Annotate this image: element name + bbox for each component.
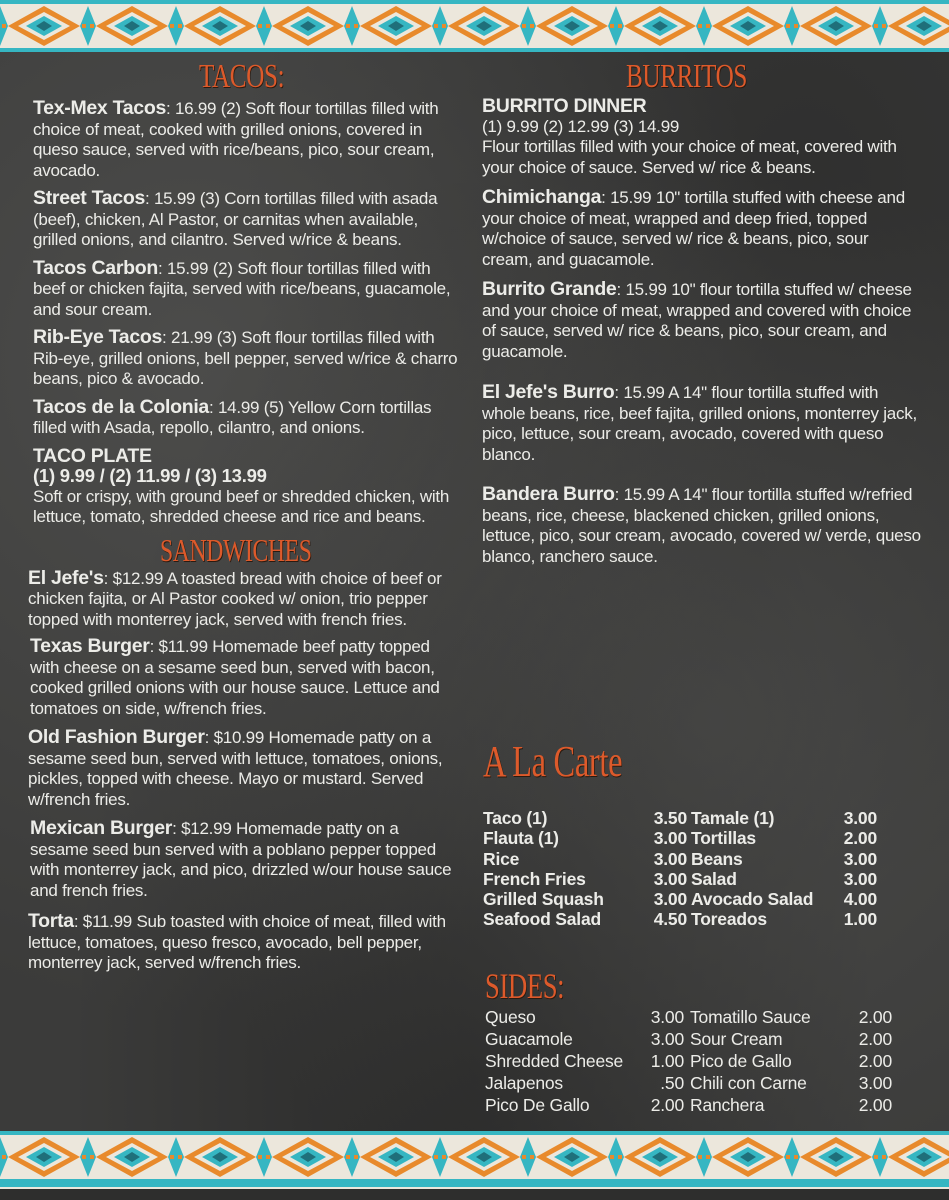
tacos-heading: TACOS: — [199, 58, 285, 95]
side-item-price: 3.00 — [858, 1073, 892, 1093]
alc-item-name: Seafood Salad — [483, 909, 601, 930]
alc-item-name: Tamale (1) — [691, 808, 775, 828]
alc-item-price: 3.00 — [843, 868, 877, 889]
menu-item-burrito-grande: Burrito Grande: 15.99 10" flour tortilla stuffed w/ cheese and your choice of meat, wrapped and covered with choice of sauce, served w/ rice & beans, pico, sour cream, and guacamole. — [482, 278, 912, 361]
alc-item-name: Toreados — [691, 909, 767, 930]
side-item-price: 2.00 — [858, 1029, 892, 1049]
side-item-price: 3.00 — [650, 1029, 684, 1049]
alc-item-price: 4.00 — [843, 889, 877, 910]
alc-item-name: Avocado Salad — [691, 889, 814, 910]
side-item-price: 1.00 — [650, 1051, 684, 1071]
side-item-name: Ranchera — [690, 1095, 765, 1115]
side-item-price: 2.00 — [650, 1095, 684, 1115]
a-la-carte-heading: A La Carte — [483, 737, 623, 786]
menu-item-chimichanga: Chimichanga: 15.99 10" tortilla stuffed with cheese and your choice of meat, wrapped and deep fried, topped w/choice of sauce, served w/ rice & beans, pico, sour cream, and guacamole. — [482, 186, 905, 269]
alc-item-price: 3.00 — [653, 828, 687, 849]
side-item-price: 3.00 — [650, 1007, 684, 1027]
alc-item-price: 3.00 — [843, 808, 877, 828]
menu-item-tex-mex-tacos: Tex-Mex Tacos: 16.99 (2) Soft flour tortillas filled with choice of meat, cooked with grilled onions, covered in queso sauce, served with rice/beans, pico, sour cream, avocado. — [33, 97, 439, 180]
alc-item-name: Flauta (1) — [483, 828, 559, 849]
side-item-name: Guacamole — [485, 1029, 573, 1049]
side-item-name: Pico de Gallo — [690, 1051, 792, 1071]
menu-item-el-jefes-burro: El Jefe's Burro: 15.99 A 14" flour tortilla stuffed with whole beans, rice, beef fajita, grilled onions, monterrey jack, pico, lettuce, sour cream, avocado, covered with queso blanco. — [482, 381, 917, 464]
sides-table — [485, 1006, 895, 1116]
alc-item-name: Taco (1) — [483, 808, 548, 828]
right-column — [482, 60, 922, 567]
alc-item-name: Rice — [483, 848, 520, 869]
menu-item-torta: Torta: $11.99 Sub toasted with choice of meat, filled with lettuce, tomatoes, queso fresco, avocado, bell pepper, monterrey jack, served w/french fries. — [28, 910, 446, 972]
alc-item-price: 3.00 — [843, 848, 877, 869]
alc-item-name: Grilled Squash — [483, 889, 604, 910]
menu-item-el-jefes: El Jefe's: $12.99 A toasted bread with choice of beef or chicken fajita, or Al Pastor cooked w/ onion, trio pepper topped with monterrey jack, served with french fries. — [28, 566, 442, 629]
alc-item-name: Beans — [691, 848, 743, 869]
burritos-heading: BURRITOS — [626, 58, 748, 95]
menu-item-tacos-de-la-colonia: Tacos de la Colonia: 14.99 (5) Yellow Corn tortillas filled with Asada, repollo, cilantro, and onions. — [33, 395, 432, 437]
alc-item-name: Tortillas — [691, 828, 756, 849]
sides-heading: SIDES: — [485, 966, 565, 1006]
menu-item-tacos-carbon: Tacos Carbon: 15.99 (2) Soft flour tortillas filled with beef or chicken fajita, served with rice/beans, guacamole, and sour cream. — [33, 256, 451, 319]
alc-item-price: 1.00 — [843, 909, 877, 930]
side-item-name: Shredded Cheese — [485, 1051, 624, 1071]
side-item-name: Chili con Carne — [690, 1073, 807, 1093]
alc-item-name: Salad — [691, 868, 737, 889]
menu-item-texas-burger: Texas Burger: $11.99 Homemade beef patty topped with cheese on a sesame seed bun, served with bacon, cooked grilled onions with our house sauce. Lettuce and tomatoes on side, w/french fries. — [30, 635, 440, 718]
side-item-name: Jalapenos — [485, 1073, 563, 1093]
left-column — [28, 60, 458, 974]
side-item-price: 2.00 — [858, 1095, 892, 1115]
menu-item-old-fashion-burger: Old Fashion Burger: $10.99 Homemade patty on a sesame seed bun, served with lettuce, tomatoes, onions, pickles, topped with cheese. Mayo or mustard. Served w/french fries. — [28, 726, 443, 809]
alc-item-price: 3.00 — [653, 848, 687, 869]
side-item-name: Sour Cream — [690, 1029, 783, 1049]
menu-item-mexican-burger: Mexican Burger: $12.99 Homemade patty on a sesame seed bun served with a poblano pepper topped with monterrey jack, and pico, drizzled w/our house sauce and french fries. — [30, 817, 452, 900]
bottom-strip — [0, 1189, 949, 1200]
a-la-carte-table — [483, 808, 883, 930]
side-item-name: Pico De Gallo — [485, 1095, 590, 1115]
menu-item-taco-plate: TACO PLATE (1) 9.99 / (2) 11.99 / (3) 13.99 Soft or crispy, with ground beef or shredded chicken, with lettuce, tomato, shredded cheese and rice and beans. — [33, 444, 450, 526]
menu-item-bandera-burro: Bandera Burro: 15.99 A 14" flour tortilla stuffed w/refried beans, rice, cheese, blackened chicken, grilled onions, lettuce, pico, sour cream, avocado, covered w/ verde, queso blanco, ranchero sauce. — [482, 483, 921, 566]
alc-item-price: 3.50 — [653, 808, 687, 828]
side-item-price: 2.00 — [858, 1007, 892, 1027]
alc-item-name: French Fries — [483, 868, 586, 889]
menu-item-burrito-dinner: BURRITO DINNER (1) 9.99 (2) 12.99 (3) 14.99 Flour tortillas filled with your choice of meat, covered with your choice of sauce. Served w/ rice & beans. — [482, 95, 897, 177]
alc-item-price: 2.00 — [843, 828, 877, 849]
alc-item-price: 3.00 — [653, 868, 687, 889]
side-item-name: Queso — [485, 1007, 536, 1027]
side-item-price: .50 — [660, 1073, 684, 1093]
alc-item-price: 4.50 — [653, 909, 687, 930]
aztec-border-bottom — [0, 1131, 949, 1189]
aztec-border-top — [0, 0, 949, 52]
sandwiches-heading: SANDWICHES — [160, 531, 312, 568]
side-item-name: Tomatillo Sauce — [690, 1007, 811, 1027]
menu-item-rib-eye-tacos: Rib-Eye Tacos: 21.99 (3) Soft flour tortillas filled with Rib-eye, grilled onions, bell pepper, served w/rice & charro beans, pico & avocado. — [33, 326, 458, 388]
alc-item-price: 3.00 — [653, 889, 687, 910]
side-item-price: 2.00 — [858, 1051, 892, 1071]
menu-item-street-tacos: Street Tacos: 15.99 (3) Corn tortillas filled with asada (beef), chicken, Al Pastor, or carnitas when available, grilled onions, and cilantro. Served w/rice & beans. — [33, 187, 438, 249]
